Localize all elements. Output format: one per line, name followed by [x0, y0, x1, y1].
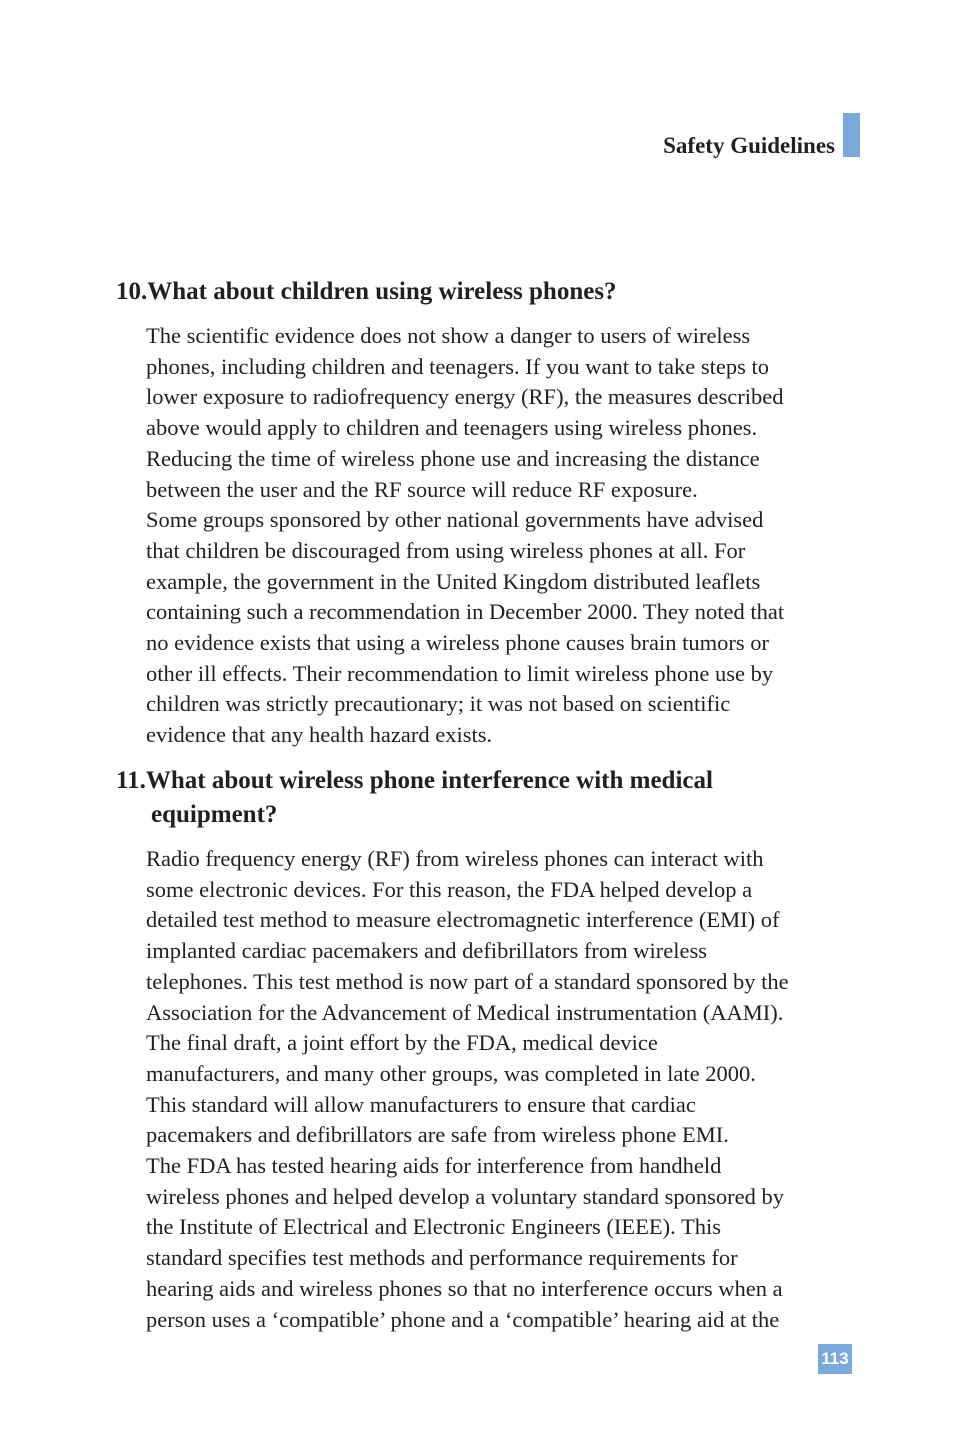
section-10-heading: [116, 275, 836, 309]
body-line: lower exposure to radiofrequency energy (RF), the measures described: [146, 384, 784, 410]
section-11-body: [146, 844, 856, 1335]
body-line: manufacturers, and many other groups, was completed in late 2000.: [146, 1060, 756, 1086]
body-line: The final draft, a joint effort by the FDA, medical device: [146, 1030, 658, 1056]
body-line: The FDA has tested hearing aids for interference from handheld: [146, 1153, 722, 1179]
body-line: Radio frequency energy (RF) from wireless phones can interact with: [146, 846, 764, 871]
body-line: person uses a ‘compatible’ phone and a ‘compatible’ hearing aid at the: [146, 1306, 780, 1332]
section-10-heading-line: 10.What about children using wireless phones?: [116, 278, 617, 305]
body-line: no evidence exists that using a wireless phone causes brain tumors or: [146, 630, 769, 656]
body-line: detailed test method to measure electromagnetic interference (EMI) of: [146, 907, 780, 933]
body-line: above would apply to children and teenagers using wireless phones.: [146, 415, 758, 441]
body-line: pacemakers and defibrillators are safe from wireless phone EMI.: [146, 1122, 729, 1148]
body-line: The scientific evidence does not show a danger to users of wireless: [146, 323, 751, 348]
section-10-body: [146, 321, 856, 751]
section-11-heading-line: equipment?: [151, 801, 278, 828]
body-line: the Institute of Electrical and Electronic Engineers (IEEE). This: [146, 1214, 721, 1240]
body-line: Some groups sponsored by other national governments have advised: [146, 507, 764, 533]
body-line: Reducing the time of wireless phone use and increasing the distance: [146, 445, 760, 471]
body-line: evidence that any health hazard exists.: [146, 722, 493, 748]
body-line: wireless phones and helped develop a voluntary standard sponsored by: [146, 1183, 784, 1209]
body-line: standard specifies test methods and performance requirements for: [146, 1245, 738, 1271]
body-line: between the user and the RF source will reduce RF exposure.: [146, 476, 698, 502]
body-line: phones, including children and teenagers. If you want to take steps to: [146, 353, 769, 379]
page-header-title: Safety Guidelines: [663, 133, 835, 158]
body-line: hearing aids and wireless phones so that no interference occurs when a: [146, 1275, 783, 1301]
body-line: implanted cardiac pacemakers and defibrillators from wireless: [146, 938, 708, 964]
section-11-heading-line: 11.What about wireless phone interference with medical: [116, 767, 713, 794]
body-line: Association for the Advancement of Medical instrumentation (AAMI).: [146, 999, 784, 1025]
body-line: children was strictly precautionary; it was not based on scientific: [146, 691, 731, 717]
body-line: containing such a recommendation in December 2000. They noted that: [146, 599, 785, 625]
body-line: example, the government in the United Kingdom distributed leaflets: [146, 568, 761, 594]
body-line: telephones. This test method is now part of a standard sponsored by the: [146, 968, 789, 994]
body-line: other ill effects. Their recommendation to limit wireless phone use by: [146, 660, 774, 686]
section-11-heading: [116, 764, 836, 832]
header-accent-bar: [843, 113, 860, 157]
page-number: 113: [818, 1344, 852, 1374]
body-line: This standard will allow manufacturers to ensure that cardiac: [146, 1091, 696, 1117]
body-line: that children be discouraged from using wireless phones at all. For: [146, 537, 746, 563]
body-line: some electronic devices. For this reason, the FDA helped develop a: [146, 876, 753, 902]
